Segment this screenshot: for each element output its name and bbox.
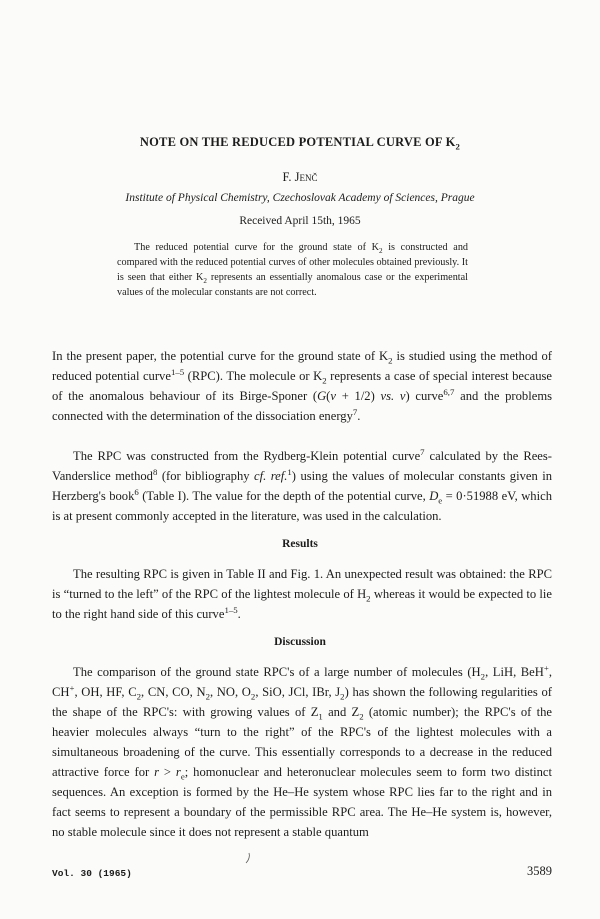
abstract: The reduced potential curve for the ground state of $K_2$ is constructed and compared with the reduced potential curves of other molecules obtained previously. It is seen that either $K_2$ represents an essentially anomalous case or the experimental values of the molecular constants are not correct.	[117, 242, 469, 298]
journal-volume: Vol. 30 (1965)	[52, 868, 132, 879]
received-date: Received April 15th, 1965	[239, 215, 361, 227]
section-heading-discussion: Discussion	[274, 636, 326, 648]
page-number: 3589	[527, 864, 552, 878]
affiliation: Institute of Physical Chemistry, Czechoslovak Academy of Sciences, Prague	[125, 192, 475, 204]
paragraph-introduction: In the present paper, the potential curve for the ground state of $K_2$ is studied using the method of reduced potential curve$^{1-5}$ (RPC). The molecule or $K_2$ represents a case of special interest because of the anomalous behaviour of its Birge-Sponer (G(v + 1/2) vs. v) curve$^{6,7}$ and the problems connected with the determination of the dissociation energy$^7$.	[52, 349, 553, 423]
paragraph-discussion: The comparison of the ground state RPC's of a large number of molecules ($H_2$, LiH, BeH+, CH+, OH, HF, $C_2$, CN, CO, $N_2$, NO, $O_2$, SiO, JCl, IBr, $J_2$) has shown the following regularities of the shape of the RPC's: with growing values of $Z_1$ and $Z_2$ (atomic number); the RPC's of the heavier molecules always “turn to the right” of the RPC's of the lightest molecules with a simultaneous broadening of the curve. This essentially corresponds to a decrease in the reduced attractive force for $r > r_e$; homonuclear and heteronuclear molecules seem to form two distinct sequences. An exception is formed by the He–He system whose RPC lies far to the right and in fact seems to represent a boundary of the permissible RPC area. The He–He system is, however, no stable molecule since it does not represent a stable quantum	[52, 662, 553, 839]
section-heading-results: Results	[282, 538, 318, 550]
author: F. Jenč	[282, 170, 318, 184]
paragraph-method: The RPC was constructed from the Rydberg-Klein potential curve$^7$ calculated by the Rees-Vanderslice method$^8$ (for bibliography cf. ref.$^1$) using the values of molecular constants given in Herzberg's book$^6$ (Table I). The value for the depth of the potential curve, $D_e = 0\cdot 51988$ eV, which is at present commonly accepted in the literature, was used in the calculation.	[52, 446, 553, 523]
pencil-mark-icon	[244, 852, 252, 864]
paper-title: NOTE ON THE REDUCED POTENTIAL CURVE OF $K_2$	[139, 135, 461, 152]
paragraph-results: The resulting RPC is given in Table II and Fig. 1. An unexpected result was obtained: the RPC is “turned to the left” of the RPC of the lightest molecule of $H_2$ whereas it would be expected to lie to the right hand side of this curve$^{1-5}$.	[52, 567, 552, 621]
